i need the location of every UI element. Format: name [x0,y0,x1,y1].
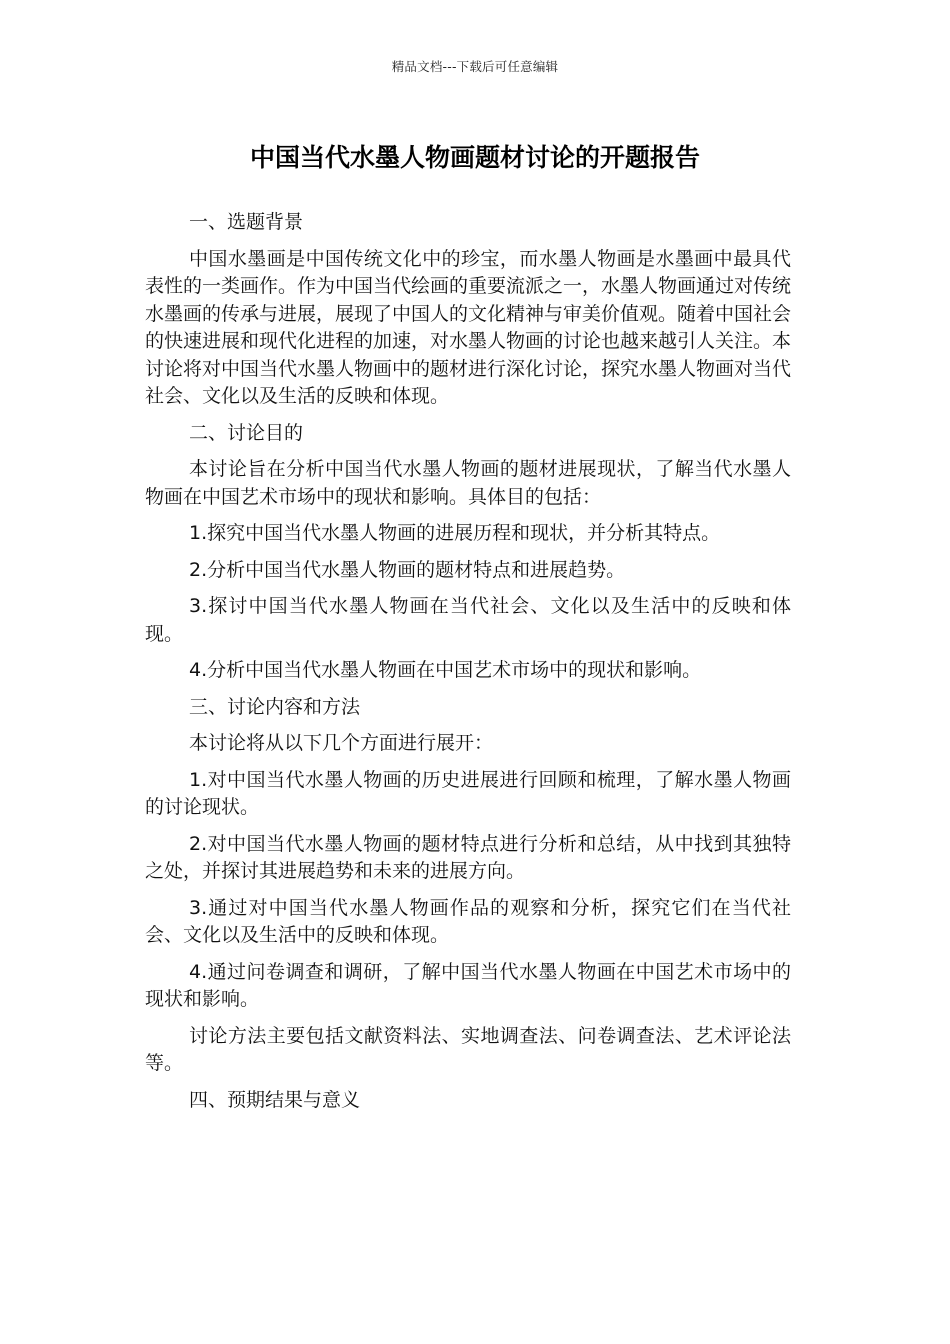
document-title: 中国当代水墨人物画题材讨论的开题报告 [249,143,700,172]
list-item-content-4: 4.通过问卷调查和调研，了解中国当代水墨人物画在中国艺术市场中的现状和影响。 [145,960,791,1010]
section-heading-expected-results: 四、预期结果与意义 [189,1088,361,1111]
paragraph-background: 中国水墨画是中国传统文化中的珍宝，而水墨人物画是水墨画中最具代表性的一类画作。作为中国当代绘画的重要流派之一，水墨人物画通过对传统水墨画的传承与进展，展现了中国人的文化精神与审美价值观。随着中国社会的快速进展和现代化进程的加速，对水墨人物画的讨论也越来越引人关注。本讨论将对中国当代水墨人物画中的题材进行深化讨论，探究水墨人物画对当代社会、文化以及生活的反映和体现。 [145,247,792,407]
list-item-content-1: 1.对中国当代水墨人物画的历史进展进行回顾和梳理，了解水墨人物画的讨论现状。 [145,768,791,818]
list-item-purpose-1: 1.探究中国当代水墨人物画的进展历程和现状，并分析其特点。 [189,522,721,544]
paragraph-content-intro: 本讨论将从以下几个方面进行展开： [189,732,494,754]
document-body [145,209,791,1123]
list-item-purpose-4: 4.分析中国当代水墨人物画在中国艺术市场中的现状和影响。 [189,659,702,681]
list-item-content-3: 3.通过对中国当代水墨人物画作品的观察和分析，探究它们在当代社会、文化以及生活中的反映和体现。 [145,896,791,946]
paragraph-purpose-intro: 本讨论旨在分析中国当代水墨人物画的题材进展现状，了解当代水墨人物画在中国艺术市场中的现状和影响。具体目的包括： [145,458,791,508]
list-item-purpose-2: 2.分析中国当代水墨人物画的题材特点和进展趋势。 [189,558,626,581]
section-heading-purpose: 二、讨论目的 [189,421,304,444]
section-heading-background: 一、选题背景 [189,211,304,233]
list-item-purpose-3: 3.探讨中国当代水墨人物画在当代社会、文化以及生活中的反映和体现。 [145,595,791,645]
section-heading-content-method: 三、讨论内容和方法 [189,695,361,718]
header-note: 精品文档---下载后可任意编辑 [391,59,559,74]
list-item-content-2: 2.对中国当代水墨人物画的题材特点进行分析和总结，从中找到其独特之处，并探讨其进展趋势和未来的进展方向。 [145,832,791,882]
paragraph-methods: 讨论方法主要包括文献资料法、实地调查法、问卷调查法、艺术评论法等。 [145,1024,791,1074]
